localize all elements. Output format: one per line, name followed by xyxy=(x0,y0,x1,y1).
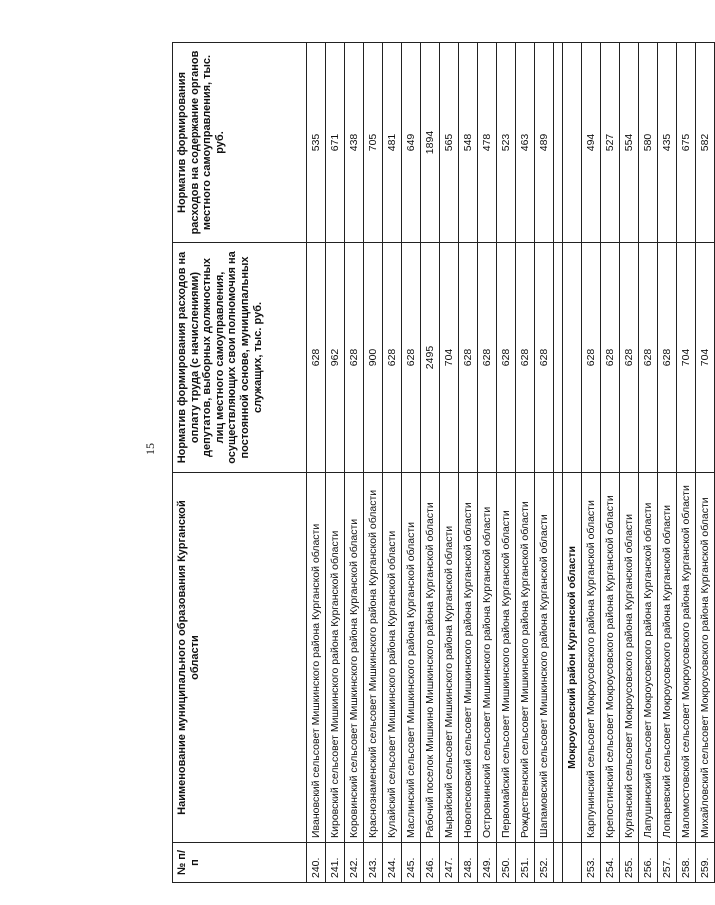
row-number: 248. xyxy=(459,843,478,883)
row-name: Мырайский сельсовет Мишкинского района Курганской области xyxy=(440,473,459,843)
header-name: Наименование муниципального образования Курганской области xyxy=(173,473,307,843)
table-row xyxy=(421,43,440,883)
table-row xyxy=(383,43,402,883)
row-pay-norm: 704 xyxy=(440,243,459,473)
row-number: 251. xyxy=(516,843,535,883)
row-maint-norm: 494 xyxy=(582,43,601,243)
group-title: Мокроусовский район Курганской области xyxy=(563,473,582,843)
row-name: Курганский сельсовет Мокроусовского района Курганской области xyxy=(620,473,639,843)
row-maint-norm: 481 xyxy=(383,43,402,243)
row-number: 253. xyxy=(582,843,601,883)
row-pay-norm: 704 xyxy=(696,243,715,473)
table-row xyxy=(345,43,364,883)
row-name: Карпунинский сельсовет Мокроусовского района Курганской области xyxy=(582,473,601,843)
norms-table xyxy=(172,42,715,883)
row-number: 246. xyxy=(421,843,440,883)
header-maint-norm: Норматив формирования расходов на содержание органов местного самоуправления, тыс. руб. xyxy=(173,43,307,243)
row-name: Краснознаменский сельсовет Мишкинского района Курганской области xyxy=(364,473,383,843)
row-name: Кировский сельсовет Мишкинского района Курганской области xyxy=(326,473,345,843)
row-name: Михайловский сельсовет Мокроусовского района Курганской области xyxy=(696,473,715,843)
table-row xyxy=(307,43,326,883)
table-row xyxy=(639,43,658,883)
row-pay-norm: 628 xyxy=(307,243,326,473)
row-maint-norm: 535 xyxy=(307,43,326,243)
rotated-table-wrapper xyxy=(172,43,711,883)
row-number: 257. xyxy=(658,843,677,883)
row-maint-norm: 582 xyxy=(696,43,715,243)
row-maint-norm: 438 xyxy=(345,43,364,243)
row-pay-norm: 628 xyxy=(658,243,677,473)
group-section xyxy=(554,43,582,883)
row-pay-norm: 628 xyxy=(345,243,364,473)
row-name: Шапамовский сельсовет Мишкинского района Курганской области xyxy=(535,473,554,843)
row-pay-norm: 628 xyxy=(601,243,620,473)
row-name: Первомайский сельсовет Мишкинского района Курганской области xyxy=(497,473,516,843)
table-row xyxy=(459,43,478,883)
table-row xyxy=(601,43,620,883)
table-row xyxy=(620,43,639,883)
table-row xyxy=(402,43,421,883)
row-number: 258. xyxy=(677,843,696,883)
row-name: Островнинский сельсовет Мишкинского района Курганской области xyxy=(478,473,497,843)
table-row xyxy=(516,43,535,883)
table-row xyxy=(696,43,715,883)
table-body-mishkino xyxy=(307,43,554,883)
row-maint-norm: 435 xyxy=(658,43,677,243)
row-maint-norm: 565 xyxy=(440,43,459,243)
row-name: Рабочий поселок Мишкино Мишкинского района Курганской области xyxy=(421,473,440,843)
row-pay-norm: 628 xyxy=(459,243,478,473)
group-header-row xyxy=(563,43,582,883)
row-maint-norm: 548 xyxy=(459,43,478,243)
row-pay-norm: 2495 xyxy=(421,243,440,473)
row-maint-norm: 523 xyxy=(497,43,516,243)
row-name: Ивановский сельсовет Мишкинского района Курганской области xyxy=(307,473,326,843)
table-row xyxy=(677,43,696,883)
row-maint-norm: 489 xyxy=(535,43,554,243)
row-pay-norm: 962 xyxy=(326,243,345,473)
row-pay-norm: 704 xyxy=(677,243,696,473)
row-number: 245. xyxy=(402,843,421,883)
table-header-row xyxy=(173,43,307,883)
row-name: Кулайский сельсовет Мишкинского района Курганской области xyxy=(383,473,402,843)
row-number: 255. xyxy=(620,843,639,883)
row-name: Лопаревский сельсовет Мокроусовского района Курганской области xyxy=(658,473,677,843)
table-row xyxy=(497,43,516,883)
table-row xyxy=(535,43,554,883)
row-maint-norm: 675 xyxy=(677,43,696,243)
blank-row xyxy=(554,43,563,883)
row-pay-norm: 628 xyxy=(582,243,601,473)
row-pay-norm: 628 xyxy=(402,243,421,473)
row-pay-norm: 628 xyxy=(478,243,497,473)
row-number: 249. xyxy=(478,843,497,883)
row-name: Рождественский сельсовет Мишкинского района Курганской области xyxy=(516,473,535,843)
row-pay-norm: 628 xyxy=(535,243,554,473)
row-pay-norm: 628 xyxy=(383,243,402,473)
row-name: Крепостинский сельсовет Мокроусовского района Курганской области xyxy=(601,473,620,843)
row-number: 240. xyxy=(307,843,326,883)
table-row xyxy=(440,43,459,883)
row-maint-norm: 554 xyxy=(620,43,639,243)
table-row xyxy=(478,43,497,883)
row-maint-norm: 671 xyxy=(326,43,345,243)
row-pay-norm: 900 xyxy=(364,243,383,473)
row-number: 247. xyxy=(440,843,459,883)
page-number: 15 xyxy=(143,443,157,455)
row-number: 243. xyxy=(364,843,383,883)
table-row xyxy=(364,43,383,883)
table-body-mokrousovo xyxy=(582,43,715,883)
row-pay-norm: 628 xyxy=(516,243,535,473)
row-number: 242. xyxy=(345,843,364,883)
row-name: Маслинский сельсовет Мишкинского района Курганской области xyxy=(402,473,421,843)
row-number: 241. xyxy=(326,843,345,883)
row-maint-norm: 580 xyxy=(639,43,658,243)
row-number: 256. xyxy=(639,843,658,883)
table-row xyxy=(582,43,601,883)
row-name: Маломостовской сельсовет Мокроусовского района Курганской области xyxy=(677,473,696,843)
row-maint-norm: 527 xyxy=(601,43,620,243)
table-row xyxy=(658,43,677,883)
row-maint-norm: 478 xyxy=(478,43,497,243)
row-maint-norm: 463 xyxy=(516,43,535,243)
table-row xyxy=(326,43,345,883)
row-maint-norm: 705 xyxy=(364,43,383,243)
row-name: Лапушинский сельсовет Мокроусовского района Курганской области xyxy=(639,473,658,843)
row-name: Коровинский сельсовет Мишкинского района Курганской области xyxy=(345,473,364,843)
row-name: Новопесковский сельсовет Мишкинского района Курганской области xyxy=(459,473,478,843)
row-number: 244. xyxy=(383,843,402,883)
header-pay-norm: Норматив формирования расходов на оплату труда (с начислениями) депутатов, выборных должностных лиц местного самоуправления, осуществляющих свои полномочия на постоянной основе, муниципальных служащих, тыс. руб. xyxy=(173,243,307,473)
row-pay-norm: 628 xyxy=(497,243,516,473)
row-number: 252. xyxy=(535,843,554,883)
header-num: № п/п xyxy=(173,843,307,883)
row-pay-norm: 628 xyxy=(639,243,658,473)
row-number: 250. xyxy=(497,843,516,883)
row-maint-norm: 1894 xyxy=(421,43,440,243)
row-number: 259. xyxy=(696,843,715,883)
row-number: 254. xyxy=(601,843,620,883)
row-maint-norm: 649 xyxy=(402,43,421,243)
row-pay-norm: 628 xyxy=(620,243,639,473)
